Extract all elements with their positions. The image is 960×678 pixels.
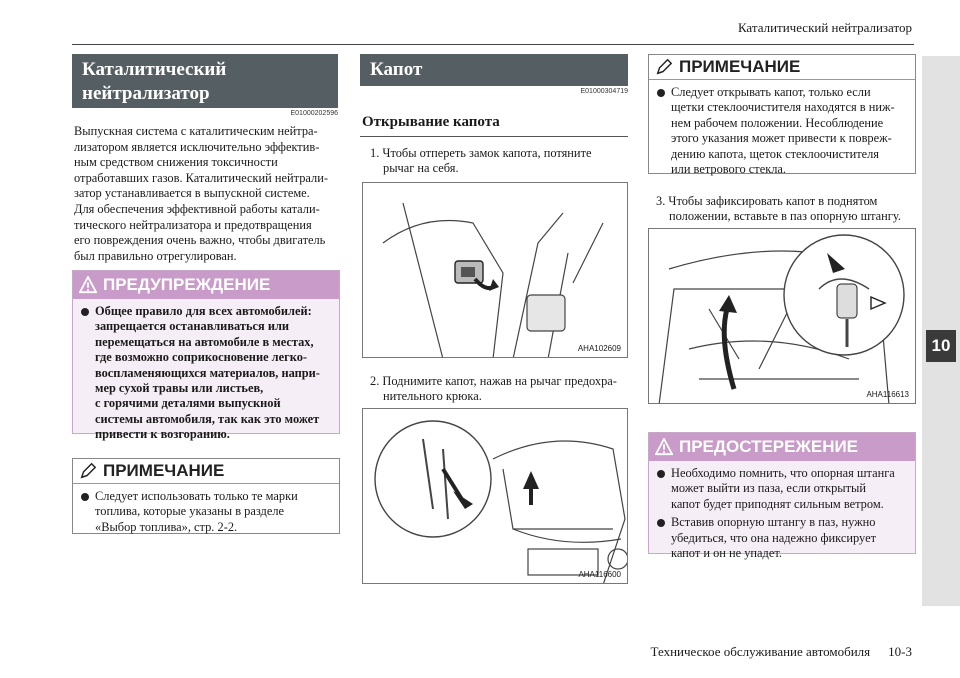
section-title-catalyst — [72, 54, 338, 108]
text-line: был правильно отрегулирован. — [74, 248, 237, 263]
text-line: Общее правило для всех автомобилей: — [95, 304, 312, 318]
text-line: перемещаться на автомобиле в местах, — [95, 334, 314, 349]
list-item — [657, 466, 907, 512]
section-code: E01000202596 — [290, 110, 338, 117]
step-1 — [370, 146, 591, 177]
figure-code: AHA116600 — [578, 570, 621, 579]
step-2 — [370, 374, 617, 405]
page-footer — [633, 644, 912, 660]
figure-support-rod — [648, 228, 916, 404]
subheading-open-hood: Открывание капота — [362, 114, 500, 130]
header-rule — [72, 44, 914, 45]
figure-code: AHA116613 — [866, 390, 909, 399]
caution-list — [649, 461, 915, 570]
text-line: щетки стеклоочистителя находятся в ниж- — [671, 100, 895, 115]
note-box-wipers — [648, 54, 916, 177]
safety-catch-illustration — [363, 409, 628, 584]
text-line: системы автомобиля, так как это может — [95, 411, 320, 426]
heading-text: ПРИМЕЧАНИЕ — [103, 461, 225, 480]
text-line: «Выбор топлива», стр. 2-2. — [95, 519, 238, 534]
text-line: с горячими деталями выпускной — [95, 396, 281, 411]
text-line: топлива, которые указаны в разделе — [95, 504, 285, 519]
section-code: E01000304719 — [580, 88, 628, 95]
caution-triangle-icon — [655, 438, 673, 456]
text-line: Выпускная система с каталитическим нейтра- — [74, 124, 318, 138]
note-list — [649, 80, 915, 186]
text-line: воспламеняющихся материалов, напри- — [95, 365, 320, 380]
text-line: положении, вставьте в паз опорную штангу. — [669, 209, 901, 224]
text-line: мер сухой травы или листьев, — [95, 381, 264, 396]
note-box-fuel — [72, 458, 340, 534]
text-line: 3. Чтобы зафиксировать капот в поднятом — [656, 194, 878, 208]
text-line: или ветрового стекла. — [671, 162, 787, 177]
step-3 — [656, 194, 901, 225]
figure-hood-release-lever — [362, 182, 628, 358]
figure-hood-safety-catch — [362, 408, 628, 584]
warning-list — [73, 299, 339, 452]
text-line: 1. Чтобы отпереть замок капота, потяните — [370, 146, 592, 160]
heading-text: ПРЕДОСТЕРЕЖЕНИЕ — [679, 437, 859, 456]
note-list — [73, 484, 339, 544]
text-line: привести к возгоранию. — [95, 427, 230, 442]
text-line: Вставив опорную штангу в паз, нужно — [671, 515, 876, 530]
subheading-rule — [360, 136, 628, 137]
text-line: нительного крюка. — [383, 389, 482, 404]
list-item — [81, 489, 331, 535]
section-title-hood: Капот — [360, 54, 628, 86]
catalyst-paragraph — [74, 124, 340, 264]
warning-heading — [73, 271, 339, 299]
text-line: убедиться, что она надежно фиксирует — [671, 530, 877, 545]
support-rod-illustration — [649, 229, 916, 404]
text-line: где возможно соприкосновение легко- — [95, 350, 308, 365]
text-line: его повреждения очень важно, чтобы двигатель — [74, 233, 326, 248]
footer-section: Техническое обслуживание автомобиля — [650, 644, 871, 659]
text-line: Следует использовать только те марки — [95, 489, 298, 503]
text-line: затор устанавливается в выпускной системе. — [74, 186, 310, 201]
text-line: отработавших газов. Каталитический нейтрали- — [74, 170, 328, 185]
note-heading — [649, 55, 915, 80]
text-line: тического нейтрализатора и предотвращения — [74, 217, 312, 232]
caution-heading — [649, 433, 915, 461]
caution-box — [648, 432, 916, 561]
title-line: Каталитический — [82, 59, 227, 80]
figure-code: AHA102609 — [577, 344, 621, 353]
pencil-note-icon — [79, 462, 97, 480]
text-line: Необходимо помнить, что опорная штанга — [671, 466, 895, 480]
text-line: этого указания может привести к повреж- — [671, 131, 892, 146]
text-line: рычаг на себя. — [383, 161, 459, 176]
text-line: ным средством снижения токсичности — [74, 155, 278, 170]
text-line: дению капота, щеток стеклоочистителя — [671, 146, 880, 161]
pencil-note-icon — [655, 58, 673, 76]
page-number: 10-3 — [888, 644, 912, 659]
chapter-number: 10 — [926, 330, 956, 362]
text-line: 2. Поднимите капот, нажав на рычаг предохра- — [370, 374, 617, 388]
list-item — [657, 85, 907, 177]
text-line: нем рабочем положении. Несоблюдение — [671, 115, 884, 130]
hood-lever-illustration — [363, 183, 628, 358]
text-line: капот и он не упадет. — [671, 546, 782, 561]
heading-text: ПРИМЕЧАНИЕ — [679, 57, 801, 76]
running-header: Каталитический нейтрализатор — [737, 20, 912, 35]
text-line: запрещается останавливаться или — [95, 319, 290, 334]
warning-triangle-icon — [79, 276, 97, 294]
title-line: нейтрализатор — [82, 83, 210, 104]
warning-box — [72, 270, 340, 442]
list-item — [657, 515, 907, 561]
text-line: Следует открывать капот, только если — [671, 85, 871, 99]
text-line: капот будет приподнят сильным ветром. — [671, 496, 884, 511]
note-heading — [73, 459, 339, 484]
list-item — [81, 304, 331, 443]
text-line: лизатором является исключительно эффектив- — [74, 139, 320, 154]
text-line: может выйти из паза, если открытый — [671, 481, 867, 496]
heading-text: ПРЕДУПРЕЖДЕНИЕ — [103, 275, 271, 294]
text-line: Для обеспечения эффективной работы катали- — [74, 201, 320, 216]
